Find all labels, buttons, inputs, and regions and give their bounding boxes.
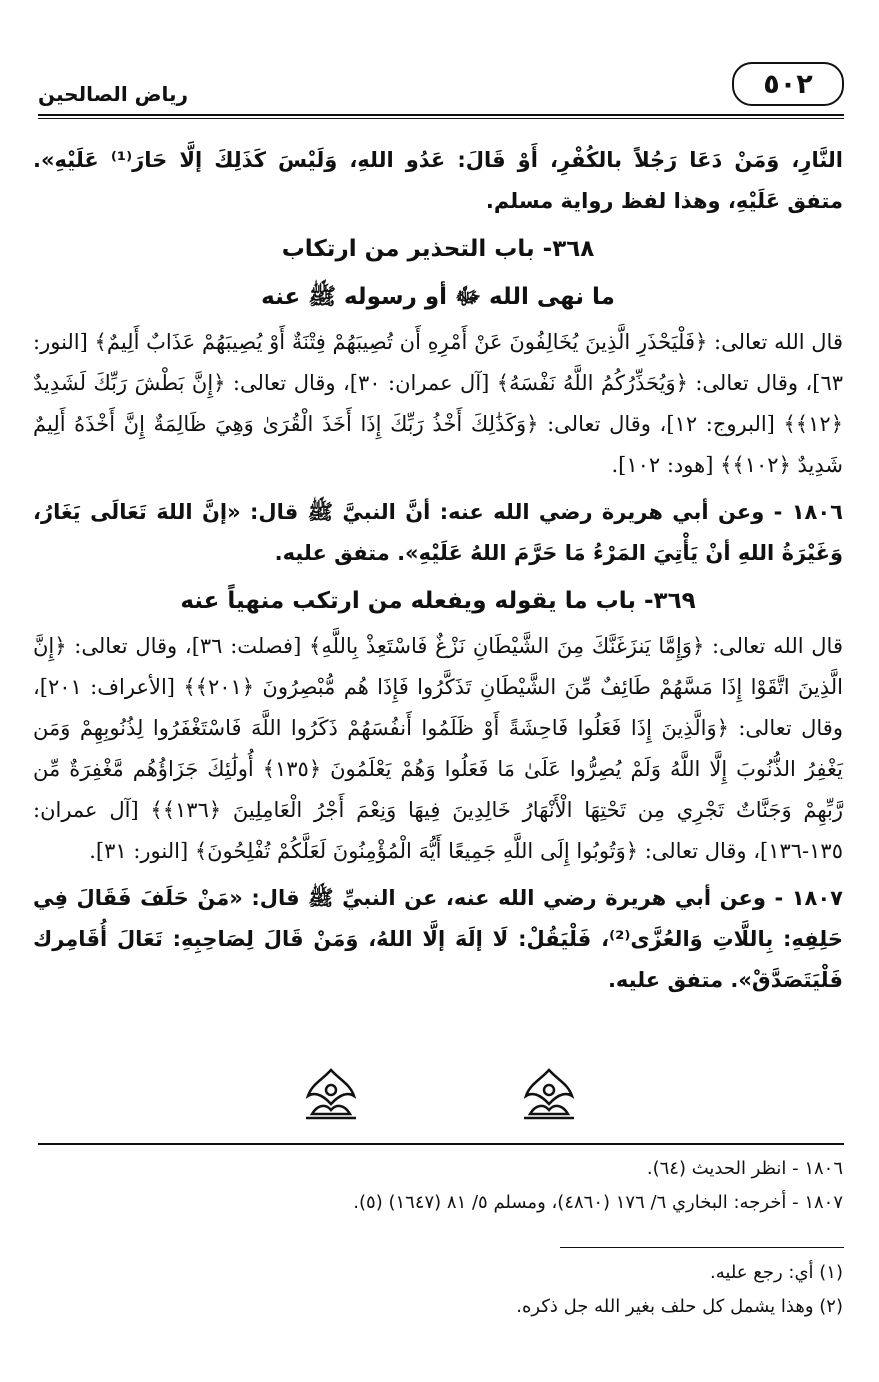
ornament-icon	[300, 1064, 362, 1126]
takhrij-1807: ١٨٠٧ - أخرجه: البخاري ٦/ ١٧٦ (٤٨٦٠)، ومسلم ٥/ ٨١ (١٦٤٧) (٥).	[353, 1192, 843, 1213]
takhrij-notes	[33, 1152, 843, 1220]
chapter-368-verses: قال الله تعالى: ﴿فَلْيَحْذَرِ الَّذِينَ يُخَالِفُونَ عَنْ أَمْرِهِ أَن تُصِيبَهُمْ فِتْنَةٌ أَوْ يُصِيبَهُمْ عَذَابٌ أَلِيمٌ﴾ [النور: ٦٣]، وقال تعالى: ﴿وَيُحَذِّرُكُمُ اللَّهُ نَفْسَهُ﴾ [آل عمران: ٣٠]، وقال تعالى: ﴿إِنَّ بَطْشَ رَبِّكَ لَشَدِيدٌ ﴿١٢﴾﴾ [البروج: ١٢]، وقال تعالى: ﴿وَكَذَٰلِكَ أَخْذُ رَبِّكَ إِذَا أَخَذَ الْقُرَىٰ وَهِيَ ظَالِمَةٌ إِنَّ أَخْذَهُ أَلِيمٌ شَدِيدٌ ﴿١٠٢﴾﴾ [هود: ١٠٢].	[33, 330, 843, 477]
footnote-2: (٢) وهذا يشمل كل حلف بغير الله جل ذكره.	[516, 1296, 843, 1317]
chapter-368-title-line2: ما نهى الله ﷻ أو رسوله ﷺ عنه	[261, 284, 615, 310]
footnotes	[33, 1256, 843, 1324]
footnote-1: (١) أي: رجع عليه.	[710, 1262, 843, 1283]
ornament-icon	[518, 1064, 580, 1126]
takhrij-1806: ١٨٠٦ - انظر الحديث (٦٤).	[646, 1158, 843, 1179]
header-rule	[38, 114, 844, 116]
hadith-1807: ١٨٠٧ - وعن أبي هريرة رضي الله عنه، عن النبيِّ ﷺ قال: «مَنْ حَلَفَ فَقَالَ فِي حَلِفِهِ: بِاللَّاتِ وَالعُزَّى⁽²⁾، فَلْيَقُلْ: لَا إلَهَ إلَّا اللهُ، وَمَنْ قَالَ لِصَاحِبِهِ: تَعَالَ أُقَامِرك فَلْيَتَصَدَّقْ». متفق عليه.	[33, 886, 843, 992]
page-header	[38, 58, 844, 118]
chapter-369-title: ٣٦٩- باب ما يقوله ويفعله من ارتكب منهياً عنه	[180, 588, 696, 614]
footnote-separator-short	[560, 1247, 844, 1248]
main-text	[33, 140, 843, 1007]
chapter-369-verses: قال الله تعالى: ﴿وَإِمَّا يَنزَغَنَّكَ مِنَ الشَّيْطَانِ نَزْغٌ فَاسْتَعِذْ بِاللَّهِ﴾ [فصلت: ٣٦]، وقال تعالى: ﴿إِنَّ الَّذِينَ اتَّقَوْا إِذَا مَسَّهُمْ طَائِفٌ مِّنَ الشَّيْطَانِ تَذَكَّرُوا فَإِذَا هُم مُّبْصِرُونَ ﴿٢٠١﴾﴾ [الأعراف: ٢٠١]، وقال تعالى: ﴿وَالَّذِينَ إِذَا فَعَلُوا فَاحِشَةً أَوْ ظَلَمُوا أَنفُسَهُمْ ذَكَرُوا اللَّهَ فَاسْتَغْفَرُوا لِذُنُوبِهِمْ وَمَن يَغْفِرُ الذُّنُوبَ إِلَّا اللَّهُ وَلَمْ يُصِرُّوا عَلَىٰ مَا فَعَلُوا وَهُمْ يَعْلَمُونَ ﴿١٣٥﴾ أُولَٰئِكَ جَزَاؤُهُم مَّغْفِرَةٌ مِّن رَّبِّهِمْ وَجَنَّاتٌ تَجْرِي مِن تَحْتِهَا الْأَنْهَارُ خَالِدِينَ فِيهَا وَنِعْمَ أَجْرُ الْعَامِلِينَ ﴿١٣٦﴾﴾ [آل عمران: ١٣٥-١٣٦]، وقال تعالى: ﴿وَتُوبُوا إِلَى اللَّهِ جَمِيعًا أَيُّهَ الْمُؤْمِنُونَ لَعَلَّكُمْ تُفْلِحُونَ﴾ [النور: ٣١].	[33, 634, 844, 863]
hadith-1806: ١٨٠٦ - وعن أبي هريرة رضي الله عنه: أنَّ النبيَّ ﷺ قال: «إنَّ اللهَ تَعَالَى يَغَارُ، وَغَيْرَةُ اللهِ أنْ يَأْتِيَ المَرْءُ مَا حَرَّمَ اللهُ عَلَيْهِ». متفق عليه.	[33, 500, 843, 565]
hadith-continuation: النَّارِ، وَمَنْ دَعَا رَجُلاً بالكُفْرِ، أَوْ قَالَ: عَدُو اللهِ، وَلَيْسَ كَذَلِكَ إلَّا حَارَ⁽¹⁾ عَلَيْهِ». متفق عَلَيْهِ، وهذا لفظ رواية مسلم.	[33, 148, 843, 213]
chapter-368-title-line1: ٣٦٨- باب التحذير من ارتكاب	[281, 236, 595, 262]
page-number: ٥٠٢	[732, 62, 844, 106]
footnote-separator	[38, 1143, 844, 1145]
header-rule-thin	[38, 118, 844, 119]
section-ornaments	[300, 1064, 580, 1126]
running-title: رياض الصالحين	[38, 82, 189, 106]
